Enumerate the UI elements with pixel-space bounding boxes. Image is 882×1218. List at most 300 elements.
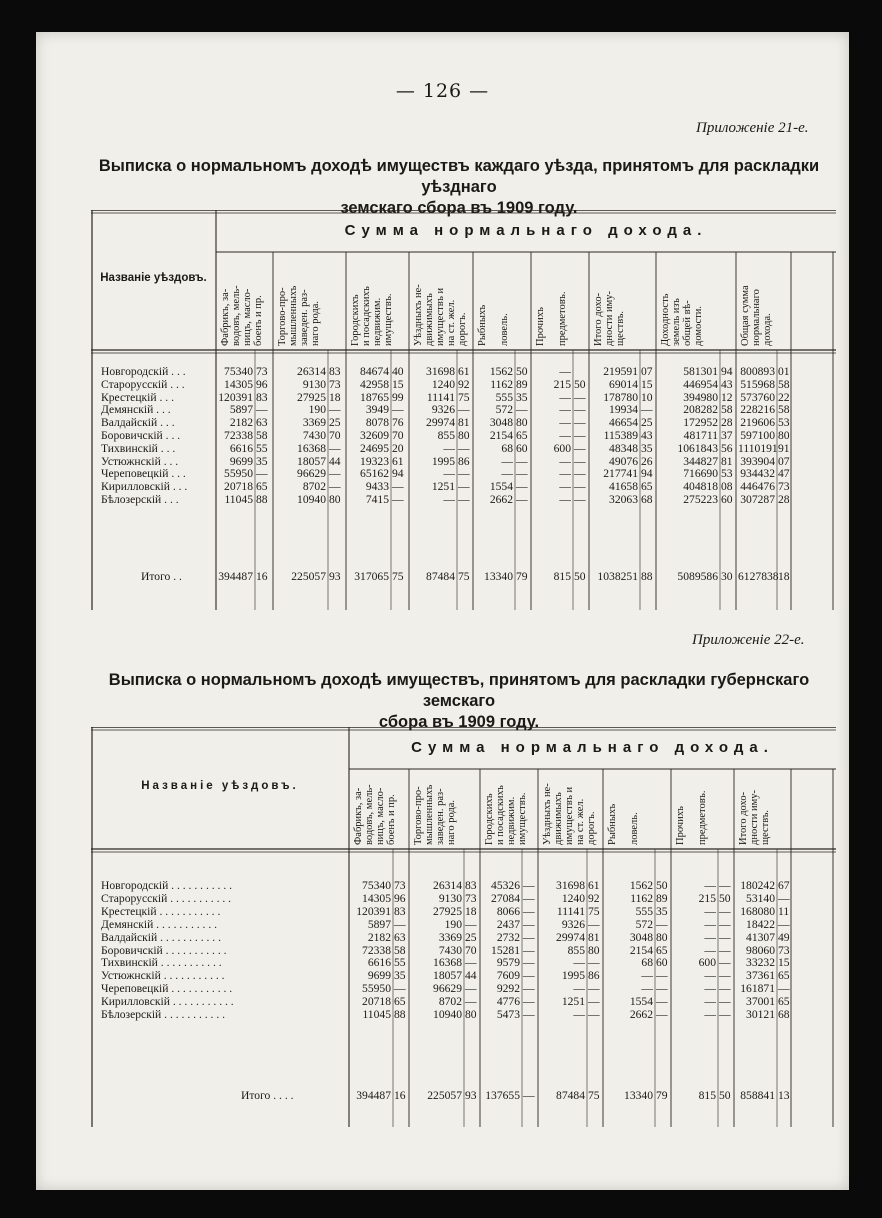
t1-cell-kopecks: 65 bbox=[516, 429, 528, 442]
t1-cell-rubles: 26314 bbox=[297, 365, 326, 378]
t1-cell-kopecks: 89 bbox=[516, 377, 528, 391]
t2-cell-kopecks: — bbox=[523, 969, 535, 983]
t2-total-rubles: 13340 bbox=[624, 1089, 653, 1102]
t2-cell-rubles: 18422 bbox=[746, 917, 775, 931]
t1-total-rubles: 87484 bbox=[426, 570, 455, 583]
t1-column-header: Рыбныхъ ловель. bbox=[477, 304, 510, 346]
t2-cell-rubles: — bbox=[704, 969, 716, 983]
t2-cell-kopecks: — bbox=[523, 930, 535, 944]
t2-cell-kopecks: — bbox=[719, 904, 731, 918]
t1-cell-kopecks: 37 bbox=[721, 429, 733, 442]
t2-cell-kopecks: 61 bbox=[588, 879, 600, 892]
t2-cell-kopecks: 89 bbox=[656, 891, 668, 905]
t2-county-name: Крестецкiй . . . . . . . . . . . bbox=[101, 904, 221, 918]
t2-cell-kopecks: 73 bbox=[778, 943, 790, 957]
t1-cell-kopecks: 86 bbox=[458, 454, 470, 468]
t1-cell-kopecks: — bbox=[574, 429, 586, 442]
t2-cell-kopecks: — bbox=[719, 917, 731, 931]
t1-cell-rubles: — bbox=[559, 454, 571, 468]
t2-total-rubles: 87484 bbox=[556, 1089, 585, 1102]
t1-total-rubles: 317065 bbox=[354, 570, 389, 583]
t1-cell-rubles: 208282 bbox=[683, 403, 718, 417]
t2-cell-kopecks: 58 bbox=[394, 943, 406, 957]
t2-cell-rubles: 18057 bbox=[433, 969, 462, 983]
t1-cell-rubles: 9433 bbox=[365, 480, 389, 494]
t2-cell-rubles: — bbox=[704, 982, 716, 996]
t1-cell-kopecks: 70 bbox=[329, 429, 341, 442]
t1-total-kopecks: 18 bbox=[778, 570, 790, 583]
t2-cell-rubles: 4776 bbox=[496, 995, 520, 1009]
t1-column-header: Фабрикъ, за- водовъ, мель- ницъ, масло- боенъ и пр. bbox=[220, 285, 264, 346]
t1-cell-kopecks: — bbox=[392, 403, 404, 417]
t1-column-header: Торгово-про- мышленныхъ заведен. раз- наго рода. bbox=[277, 285, 321, 346]
t1-cell-rubles: — bbox=[559, 416, 571, 430]
t2-cell-kopecks: 92 bbox=[588, 891, 600, 905]
t1-cell-kopecks: — bbox=[329, 441, 341, 455]
t1-cell-rubles: 3369 bbox=[302, 416, 326, 430]
t1-county-name: Череповецкiй . . . bbox=[101, 467, 186, 481]
t2-total-rubles: 858841 bbox=[740, 1089, 775, 1102]
t2-cell-kopecks: — bbox=[523, 917, 535, 931]
t1-cell-kopecks: 25 bbox=[641, 416, 653, 430]
t2-county-name: Валдайскiй . . . . . . . . . . . bbox=[101, 930, 221, 944]
t1-cell-rubles: 115389 bbox=[603, 429, 638, 442]
t1-cell-rubles: 8078 bbox=[365, 416, 389, 430]
t1-cell-rubles: 800893 bbox=[740, 365, 775, 378]
t2-cell-rubles: 27084 bbox=[491, 891, 520, 905]
t1-cell-rubles: 215 bbox=[553, 377, 571, 391]
t1-cell-kopecks: 60 bbox=[516, 441, 528, 455]
t1-cell-kopecks: — bbox=[329, 480, 341, 494]
t2-cell-rubles: 855 bbox=[567, 943, 585, 957]
t2-cell-kopecks: — bbox=[719, 1008, 731, 1021]
t2-cell-rubles: 72338 bbox=[362, 943, 391, 957]
t1-cell-kopecks: — bbox=[256, 403, 268, 417]
t2-total-kopecks: 79 bbox=[656, 1089, 668, 1102]
t1-cell-kopecks: 58 bbox=[721, 403, 733, 417]
t2-cell-rubles: 5473 bbox=[496, 1008, 520, 1021]
t1-cell-kopecks: 68 bbox=[641, 493, 653, 506]
t2-total-kopecks: — bbox=[523, 1089, 535, 1102]
t1-cell-rubles: 2182 bbox=[229, 416, 253, 430]
t2-column-header: Городскихъ и посадскихъ недвижим. имуществъ. bbox=[484, 785, 528, 845]
t1-total-kopecks: 30 bbox=[721, 570, 733, 583]
t1-county-name: Новгородскiй . . . bbox=[101, 365, 186, 378]
t1-cell-kopecks: — bbox=[458, 467, 470, 481]
t1-cell-rubles: 72338 bbox=[224, 429, 253, 442]
t1-cell-kopecks: 70 bbox=[392, 429, 404, 442]
t2-cell-rubles: 10940 bbox=[433, 1008, 462, 1021]
t1-cell-kopecks: 92 bbox=[458, 377, 470, 391]
t1-cell-kopecks: — bbox=[392, 480, 404, 494]
t1-cell-kopecks: — bbox=[574, 403, 586, 417]
t1-cell-kopecks: 44 bbox=[329, 454, 341, 468]
t2-cell-kopecks: 35 bbox=[394, 969, 406, 983]
t2-cell-rubles: 15281 bbox=[491, 943, 520, 957]
t1-cell-kopecks: 91 bbox=[778, 441, 790, 455]
t2-cell-rubles: 180242 bbox=[740, 879, 775, 892]
t2-cell-rubles: — bbox=[704, 930, 716, 944]
table2-title-line2: сбора въ 1909 году. bbox=[378, 713, 540, 731]
t1-cell-kopecks: 76 bbox=[392, 416, 404, 430]
t1-cell-rubles: 275223 bbox=[683, 493, 718, 506]
t2-cell-rubles: 9699 bbox=[367, 969, 391, 983]
t1-total-kopecks: 88 bbox=[641, 570, 653, 583]
t1-cell-kopecks: 50 bbox=[574, 377, 586, 391]
t2-cell-rubles: 7430 bbox=[438, 943, 462, 957]
t1-cell-kopecks: 73 bbox=[256, 365, 268, 378]
t1-cell-kopecks: 40 bbox=[392, 365, 404, 378]
t1-cell-kopecks: — bbox=[458, 403, 470, 417]
t1-cell-kopecks: 80 bbox=[516, 416, 528, 430]
t1-cell-rubles: 2662 bbox=[489, 493, 513, 506]
t2-cell-kopecks: — bbox=[523, 879, 535, 892]
t2-cell-rubles: 75340 bbox=[362, 879, 391, 892]
t1-cell-kopecks: — bbox=[516, 454, 528, 468]
table2-provincial-income bbox=[91, 727, 836, 1127]
t1-cell-kopecks: 43 bbox=[641, 429, 653, 442]
t1-cell-rubles: 8702 bbox=[302, 480, 326, 494]
t1-cell-rubles: 446476 bbox=[740, 480, 775, 494]
t1-cell-kopecks: 60 bbox=[721, 493, 733, 506]
t1-cell-kopecks: 58 bbox=[778, 403, 790, 417]
t2-cell-kopecks: — bbox=[523, 1008, 535, 1021]
t2-cell-rubles: 215 bbox=[698, 891, 716, 905]
t1-cell-rubles: 855 bbox=[437, 429, 455, 442]
t2-cell-kopecks: — bbox=[719, 956, 731, 970]
t2-cell-rubles: 41307 bbox=[746, 930, 775, 944]
t1-cell-kopecks: — bbox=[516, 480, 528, 494]
table2-title bbox=[94, 670, 824, 733]
t1-cell-kopecks: 35 bbox=[256, 454, 268, 468]
t1-column-header: Прочихъ предметовъ. bbox=[535, 291, 568, 346]
t1-column-header: Общая сумма нормальнаго дохода. bbox=[740, 285, 773, 346]
t1-cell-rubles: 42958 bbox=[360, 377, 389, 391]
t2-county-name: Кирилловскiй . . . . . . . . . . . bbox=[101, 995, 234, 1009]
t2-cell-kopecks: — bbox=[719, 930, 731, 944]
t1-cell-kopecks: 94 bbox=[641, 467, 653, 481]
t1-cell-rubles: 515968 bbox=[740, 377, 775, 391]
t1-cell-rubles: 41658 bbox=[609, 480, 638, 494]
t2-cell-rubles: — bbox=[704, 1008, 716, 1021]
t2-cell-rubles: 2437 bbox=[496, 917, 520, 931]
t1-cell-kopecks: 07 bbox=[778, 454, 790, 468]
t1-cell-rubles: 1562 bbox=[489, 365, 513, 378]
t2-cell-rubles: — bbox=[704, 904, 716, 918]
t1-cell-rubles: — bbox=[501, 467, 513, 481]
t2-total-kopecks: 16 bbox=[394, 1089, 406, 1102]
t2-cell-rubles: 555 bbox=[635, 904, 653, 918]
t2-cell-rubles: 29974 bbox=[556, 930, 585, 944]
t1-cell-kopecks: 26 bbox=[641, 454, 653, 468]
t2-total-kopecks: 75 bbox=[588, 1089, 600, 1102]
t1-cell-rubles: 716690 bbox=[683, 467, 718, 481]
t2-cell-kopecks: 75 bbox=[588, 904, 600, 918]
page-number: — 126 — bbox=[395, 80, 490, 102]
t1-total-kopecks: 79 bbox=[516, 570, 528, 583]
t1-county-name: Крестецкiй . . . bbox=[101, 390, 174, 404]
t2-cell-kopecks: — bbox=[719, 982, 731, 996]
t1-cell-rubles: 934432 bbox=[740, 467, 775, 481]
t1-total-rubles: 5089586 bbox=[677, 570, 718, 583]
t1-cell-rubles: 65162 bbox=[360, 467, 389, 481]
t2-cell-kopecks: 50 bbox=[656, 879, 668, 892]
t1-cell-rubles: 555 bbox=[495, 390, 513, 404]
t1-cell-rubles: 2154 bbox=[489, 429, 513, 442]
t2-total-rubles: 225057 bbox=[427, 1089, 462, 1102]
t1-cell-rubles: — bbox=[559, 480, 571, 494]
t1-cell-rubles: 1162 bbox=[490, 377, 513, 391]
t1-cell-rubles: 394980 bbox=[683, 390, 718, 404]
t2-cell-kopecks: 11 bbox=[778, 904, 790, 918]
t1-cell-kopecks: — bbox=[574, 441, 586, 455]
t1-cell-kopecks: — bbox=[574, 480, 586, 494]
t1-cell-kopecks: 20 bbox=[392, 441, 404, 455]
t1-cell-rubles: 1240 bbox=[431, 377, 455, 391]
t1-cell-rubles: 178780 bbox=[603, 390, 638, 404]
t1-cell-kopecks: 56 bbox=[721, 441, 733, 455]
t1-cell-kopecks: 18 bbox=[329, 390, 341, 404]
t1-cell-kopecks: 80 bbox=[778, 429, 790, 442]
t2-cell-kopecks: — bbox=[719, 995, 731, 1009]
t2-cell-kopecks: 67 bbox=[778, 879, 790, 892]
t1-county-name: Старорусскiй . . . bbox=[101, 377, 185, 391]
t2-cell-rubles: 37001 bbox=[746, 995, 775, 1009]
t1-cell-rubles: 6616 bbox=[229, 441, 253, 455]
t1-cell-rubles: 217741 bbox=[603, 467, 638, 481]
t1-cell-rubles: 190 bbox=[308, 403, 326, 417]
t1-cell-rubles: — bbox=[443, 467, 455, 481]
t1-total-rubles: 13340 bbox=[484, 570, 513, 583]
t1-cell-rubles: 597100 bbox=[740, 429, 775, 442]
t1-cell-rubles: 29974 bbox=[426, 416, 455, 430]
t1-cell-rubles: — bbox=[443, 441, 455, 455]
t1-cell-rubles: 10940 bbox=[297, 493, 326, 506]
t1-cell-rubles: 228216 bbox=[740, 403, 775, 417]
t1-cell-kopecks: 63 bbox=[256, 416, 268, 430]
t1-cell-kopecks: 58 bbox=[256, 429, 268, 442]
t2-cell-kopecks: 63 bbox=[394, 930, 406, 944]
t2-cell-rubles: 9130 bbox=[438, 891, 462, 905]
t2-cell-kopecks: 96 bbox=[394, 891, 406, 905]
t1-cell-kopecks: — bbox=[574, 390, 586, 404]
t1-total-rubles: 225057 bbox=[291, 570, 326, 583]
t1-cell-rubles: 219591 bbox=[603, 365, 638, 378]
t1-cell-rubles: 9130 bbox=[302, 377, 326, 391]
table1-title-line1: Выписка о нормальномъ доходѣ имуществъ каждаго уѣзда, принятомъ для раскладки уѣзднаго bbox=[98, 157, 820, 196]
t1-county-name: Валдайскiй . . . bbox=[101, 416, 175, 430]
t2-county-name: Бѣлозерскiй . . . . . . . . . . . bbox=[101, 1008, 226, 1021]
t1-cell-kopecks: 80 bbox=[458, 429, 470, 442]
t1-total-kopecks: 75 bbox=[392, 570, 404, 583]
t2-cell-kopecks: — bbox=[394, 917, 406, 931]
t2-cell-rubles: 37361 bbox=[746, 969, 775, 983]
t2-cell-rubles: 1562 bbox=[629, 879, 653, 892]
t1-cell-rubles: 20718 bbox=[224, 480, 253, 494]
t1-cell-rubles: 11045 bbox=[224, 493, 253, 506]
t2-cell-kopecks: 83 bbox=[465, 879, 477, 892]
t2-column-header: Торгово-про- мышленныхъ заведен. раз- наго рода. bbox=[413, 784, 457, 845]
t2-cell-rubles: — bbox=[573, 982, 585, 996]
t2-cell-rubles: 1240 bbox=[561, 891, 585, 905]
t1-cell-rubles: 96629 bbox=[297, 467, 326, 481]
t1-cell-rubles: 581301 bbox=[683, 365, 718, 378]
t2-cell-kopecks: — bbox=[778, 891, 790, 905]
t2-cell-kopecks: — bbox=[523, 995, 535, 1009]
t2-total-kopecks: 50 bbox=[719, 1089, 731, 1102]
t2-cell-kopecks: 65 bbox=[394, 995, 406, 1009]
t1-cell-rubles: 481711 bbox=[683, 429, 718, 442]
t1-cell-rubles: 446954 bbox=[683, 377, 718, 391]
t1-income-sum-header: Сумма нормальнаго дохода. bbox=[344, 222, 708, 239]
t1-cell-kopecks: — bbox=[574, 454, 586, 468]
t1-cell-kopecks: 73 bbox=[778, 480, 790, 494]
t2-cell-rubles: 53140 bbox=[746, 891, 775, 905]
t2-cell-rubles: 26314 bbox=[433, 879, 462, 892]
t2-county-name: Боровичскiй . . . . . . . . . . . bbox=[101, 943, 227, 957]
t1-cell-kopecks: 61 bbox=[458, 365, 470, 378]
t2-cell-rubles: 9326 bbox=[561, 917, 585, 931]
t1-cell-kopecks: 12 bbox=[721, 390, 733, 404]
t1-cell-rubles: 5897 bbox=[229, 403, 253, 417]
t1-cell-kopecks: 35 bbox=[641, 441, 653, 455]
t2-county-name: Устюжнскiй . . . . . . . . . . . bbox=[101, 969, 225, 983]
t1-cell-kopecks: 65 bbox=[641, 480, 653, 494]
t2-cell-kopecks: — bbox=[656, 1008, 668, 1021]
t2-cell-rubles: 9579 bbox=[496, 956, 520, 970]
t1-cell-kopecks: 94 bbox=[721, 365, 733, 378]
t1-cell-rubles: 46654 bbox=[609, 416, 638, 430]
t1-cell-kopecks: 94 bbox=[392, 467, 404, 481]
t2-cell-rubles: 45326 bbox=[491, 879, 520, 892]
t2-column-header: Рыбныхъ ловель. bbox=[607, 803, 640, 845]
t2-cell-kopecks: — bbox=[656, 917, 668, 931]
t2-cell-kopecks: — bbox=[465, 956, 477, 970]
t2-cell-rubles: — bbox=[641, 969, 653, 983]
t1-cell-rubles: 573760 bbox=[740, 390, 775, 404]
t1-cell-kopecks: 53 bbox=[721, 467, 733, 481]
t1-cell-rubles: — bbox=[559, 429, 571, 442]
t1-cell-rubles: 572 bbox=[495, 403, 513, 417]
t2-cell-rubles: 31698 bbox=[556, 879, 585, 892]
t2-cell-rubles: 30121 bbox=[746, 1008, 775, 1021]
t1-cell-rubles: 18765 bbox=[360, 390, 389, 404]
t1-cell-kopecks: — bbox=[516, 403, 528, 417]
t2-cell-rubles: 1554 bbox=[629, 995, 653, 1009]
t2-column-header: Прочихъ предметовъ. bbox=[675, 790, 708, 845]
t1-cell-kopecks: — bbox=[458, 480, 470, 494]
t2-cell-rubles: 2154 bbox=[629, 943, 653, 957]
t2-cell-rubles: 33232 bbox=[746, 956, 775, 970]
t1-cell-kopecks: 25 bbox=[329, 416, 341, 430]
t2-cell-kopecks: — bbox=[719, 943, 731, 957]
t2-cell-rubles: 1162 bbox=[630, 891, 653, 905]
t1-cell-kopecks: 43 bbox=[721, 377, 733, 391]
t1-cell-rubles: 3048 bbox=[489, 416, 513, 430]
t1-cell-rubles: 1110191 bbox=[738, 441, 778, 455]
t1-cell-rubles: 75340 bbox=[224, 365, 253, 378]
t1-cell-kopecks: 75 bbox=[458, 390, 470, 404]
t2-cell-kopecks: 49 bbox=[778, 930, 790, 944]
t2-cell-kopecks: 73 bbox=[465, 891, 477, 905]
t2-county-name: Череповецкiй . . . . . . . . . . . bbox=[101, 982, 233, 996]
t2-cell-kopecks: — bbox=[465, 917, 477, 931]
t1-column-header: Городскихъ и посадскихъ недвижим. имуществъ. bbox=[350, 286, 394, 346]
t1-cell-rubles: — bbox=[559, 493, 571, 506]
t2-cell-kopecks: — bbox=[656, 995, 668, 1009]
t2-cell-rubles: 8702 bbox=[438, 995, 462, 1009]
t2-cell-rubles: 1995 bbox=[561, 969, 585, 983]
t2-cell-rubles: 11045 bbox=[362, 1008, 391, 1021]
t1-cell-kopecks: 47 bbox=[778, 467, 790, 481]
t2-cell-rubles: 2182 bbox=[367, 930, 391, 944]
document-page bbox=[36, 32, 849, 1190]
t1-cell-rubles: 172952 bbox=[683, 416, 718, 430]
t1-cell-rubles: 9326 bbox=[431, 403, 455, 417]
t1-cell-rubles: 49076 bbox=[609, 454, 638, 468]
t1-cell-rubles: 1251 bbox=[431, 480, 455, 494]
t1-cell-kopecks: — bbox=[574, 467, 586, 481]
t2-cell-kopecks: — bbox=[523, 891, 535, 905]
t1-cell-rubles: 16368 bbox=[297, 441, 326, 455]
t2-cell-kopecks: — bbox=[523, 956, 535, 970]
t1-cell-rubles: 11141 bbox=[426, 390, 455, 404]
t2-cell-kopecks: 70 bbox=[465, 943, 477, 957]
t2-cell-kopecks: 15 bbox=[778, 956, 790, 970]
t1-cell-kopecks: 53 bbox=[778, 416, 790, 430]
t1-county-name: Устюжнскiй . . . bbox=[101, 454, 179, 468]
t1-column-header: Доходность земель изъ общей вѣ- домости. bbox=[660, 293, 704, 346]
t2-cell-kopecks: 80 bbox=[588, 943, 600, 957]
t2-cell-kopecks: 60 bbox=[656, 956, 668, 970]
t2-cell-kopecks: 80 bbox=[656, 930, 668, 944]
t2-income-sum-header: Сумма нормальнаго дохода. bbox=[411, 739, 774, 756]
t1-cell-rubles: 1995 bbox=[431, 454, 455, 468]
t2-cell-rubles: 68 bbox=[641, 956, 653, 970]
t1-cell-kopecks: — bbox=[516, 467, 528, 481]
t2-cell-rubles: 9292 bbox=[496, 982, 520, 996]
t1-column-header: Итого дохо- дности иму- ществъ. bbox=[593, 291, 626, 346]
t1-total-rubles: 394487 bbox=[218, 570, 253, 583]
t1-cell-kopecks: 55 bbox=[256, 441, 268, 455]
t2-cell-rubles: 6616 bbox=[367, 956, 391, 970]
t2-column-header: Фабрикъ, за- водовъ, мель- ницъ, масло- боенъ и пр. bbox=[353, 784, 397, 845]
t1-cell-rubles: — bbox=[559, 365, 571, 378]
t2-cell-kopecks: — bbox=[719, 969, 731, 983]
t2-column-header: Уѣздныхъ не- движимыхъ имуществъ и на ст. жел. дорогъ. bbox=[542, 783, 597, 845]
t2-cell-kopecks: — bbox=[588, 1008, 600, 1021]
t1-cell-rubles: 32063 bbox=[609, 493, 638, 506]
t2-cell-rubles: 7609 bbox=[496, 969, 520, 983]
t2-cell-kopecks: — bbox=[588, 917, 600, 931]
t1-cell-kopecks: 35 bbox=[516, 390, 528, 404]
table1-county-income bbox=[91, 210, 836, 610]
t1-cell-rubles: 31698 bbox=[426, 365, 455, 378]
t1-cell-kopecks: 22 bbox=[778, 390, 790, 404]
t1-cell-rubles: 24695 bbox=[360, 441, 389, 455]
t2-cell-rubles: 168080 bbox=[740, 904, 775, 918]
table2-title-line1: Выписка о нормальномъ доходѣ имуществъ, принятомъ для раскладки губернскаго земскаго bbox=[108, 671, 810, 710]
t2-cell-kopecks: — bbox=[656, 969, 668, 983]
t1-cell-rubles: 7415 bbox=[365, 493, 389, 506]
t1-cell-kopecks: 10 bbox=[641, 390, 653, 404]
t1-cell-kopecks: 07 bbox=[641, 365, 653, 378]
t1-cell-rubles: 9699 bbox=[229, 454, 253, 468]
t2-cell-rubles: 8066 bbox=[496, 904, 520, 918]
t1-total-label: Итого . . bbox=[141, 570, 182, 583]
t1-cell-rubles: 120391 bbox=[218, 390, 253, 404]
t2-cell-rubles: 55950 bbox=[362, 982, 391, 996]
